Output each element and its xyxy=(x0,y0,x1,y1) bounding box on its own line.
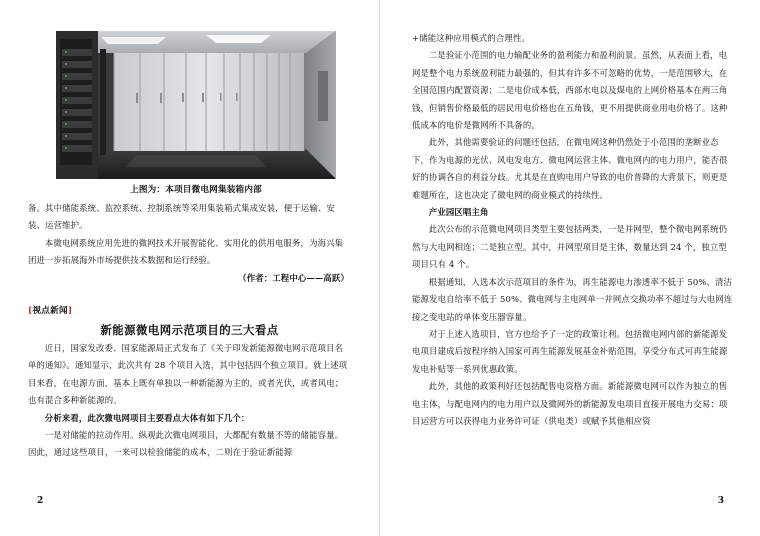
photo-illustration xyxy=(56,31,336,179)
subheading: 产业园区唱主角 xyxy=(428,207,489,218)
section-tag-close: ] xyxy=(67,306,73,316)
paragraph: 一是对储能的拉动作用。纵观此次微电网项目，大都配有数量不等的储能容量。因此，通过这些项目，一来可以检验储能的成本，二则在于验证新能源 xyxy=(28,430,344,458)
left-page-body xyxy=(28,200,351,287)
page-number-left: 2 xyxy=(37,496,44,506)
section-tag-label: 视点新闻 xyxy=(32,306,68,316)
section-tag xyxy=(28,304,72,316)
paragraph: 对于上述入选项目，官方也给予了一定的政策让利。包括微电网内部的新能源发电项目建成后按程序纳入国家可再生能源发展基金补贴范围，享受分布式可再生能源发电补贴等一系列优惠政策。 xyxy=(412,328,728,374)
article-body xyxy=(28,340,351,462)
paragraph: 此外，其他的政策利好还包括配售电资格方面。新能源微电网可以作为独立的售电主体，与配电网内的电力用户以及微网外的新能源发电项目直接开展电力交易；项目运营方可以获得电力业务许可证（供电类）或赋予其他相应资 xyxy=(412,381,728,426)
container-interior-photo xyxy=(56,31,336,179)
page-number-right: 3 xyxy=(717,496,724,506)
photo-caption: 上图为：本项目微电网集装箱内部 xyxy=(130,185,262,195)
paragraph: 此次公布的示范微电网项目类型主要包括两类，一是并网型，整个微电网系统仍然与大电网相连；二是独立型。其中，并网型项目是主体，数量达到 24 个，独立型项目只有 4 个。 xyxy=(412,224,728,270)
right-page-body xyxy=(412,30,735,430)
paragraph: 备。其中储能系统、监控系统、控制系统等采用集装箱式集成安装，便于运输、安装、运营维护。 xyxy=(28,203,335,231)
right-page xyxy=(380,0,760,536)
paragraph: +储能这种应用模式的合理性。 xyxy=(412,33,530,43)
article-title: 新能源微电网示范项目的三大看点 xyxy=(100,323,279,337)
paragraph: 近日，国家发改委、国家能源局正式发布了《关于印发新能源微电网示范项目名单的通知》。通知显示，此次共有 28 个项目入选，其中包括四个独立项目。就上述项目来看，在电源方面，基本上既有单独以一种新能源为主的，或者光伏，或者风电；也有混合多种新能源的。 xyxy=(28,343,348,406)
paragraph: 此外，其他需要验证的问题还包括，在微电网这种仍然处于小范围的垄断业态下，作为电源的光伏、风电发电方、微电网运营主体、微电网内的电力用户，能否很好的协调各自的利益分歧。尤其是在直购电用户导致的电价普降的大背景下，则更是难题所在，这也决定了微电网的商业模式的持续性。 xyxy=(412,137,728,200)
author-credit: （作者：工程中心——高跃） xyxy=(238,272,349,283)
paragraph: 本微电网系统应用先进的微网技术开展智能化、实用化的供用电服务，为海兴集团进一步拓展海外市场提供技术数据和运行经验。 xyxy=(28,237,344,266)
paragraph: 根据通知，入选本次示范项目的条件为，再生能源电力渗透率不低于 50%、清洁能源发电自给率不低于 50%、微电网与主电网单一并网点交换功率不超过与大电网连接之变电站的单体变压器容量。 xyxy=(412,276,733,322)
section-tag-open: [ xyxy=(28,306,33,316)
analysis-lead: 分析来看，此次微电网项目主要看点大体有如下几个： xyxy=(44,412,250,423)
paragraph: 二是验证小范围的电力输配业务的盈利能力和盈利前景。虽然，从表面上看，电网是整个电力系统盈利能力最强的，但其有许多不可忽略的优势，一是范围够大，在全国范围内配置资源；二是电价成本低，西部水电以及煤电的上网价格基本在两三角钱，但销售价格最低的居民用电价格也在五角钱，更不用提供商业用电价格了。这种低成本的电价是微网所不具备的。 xyxy=(412,50,728,131)
